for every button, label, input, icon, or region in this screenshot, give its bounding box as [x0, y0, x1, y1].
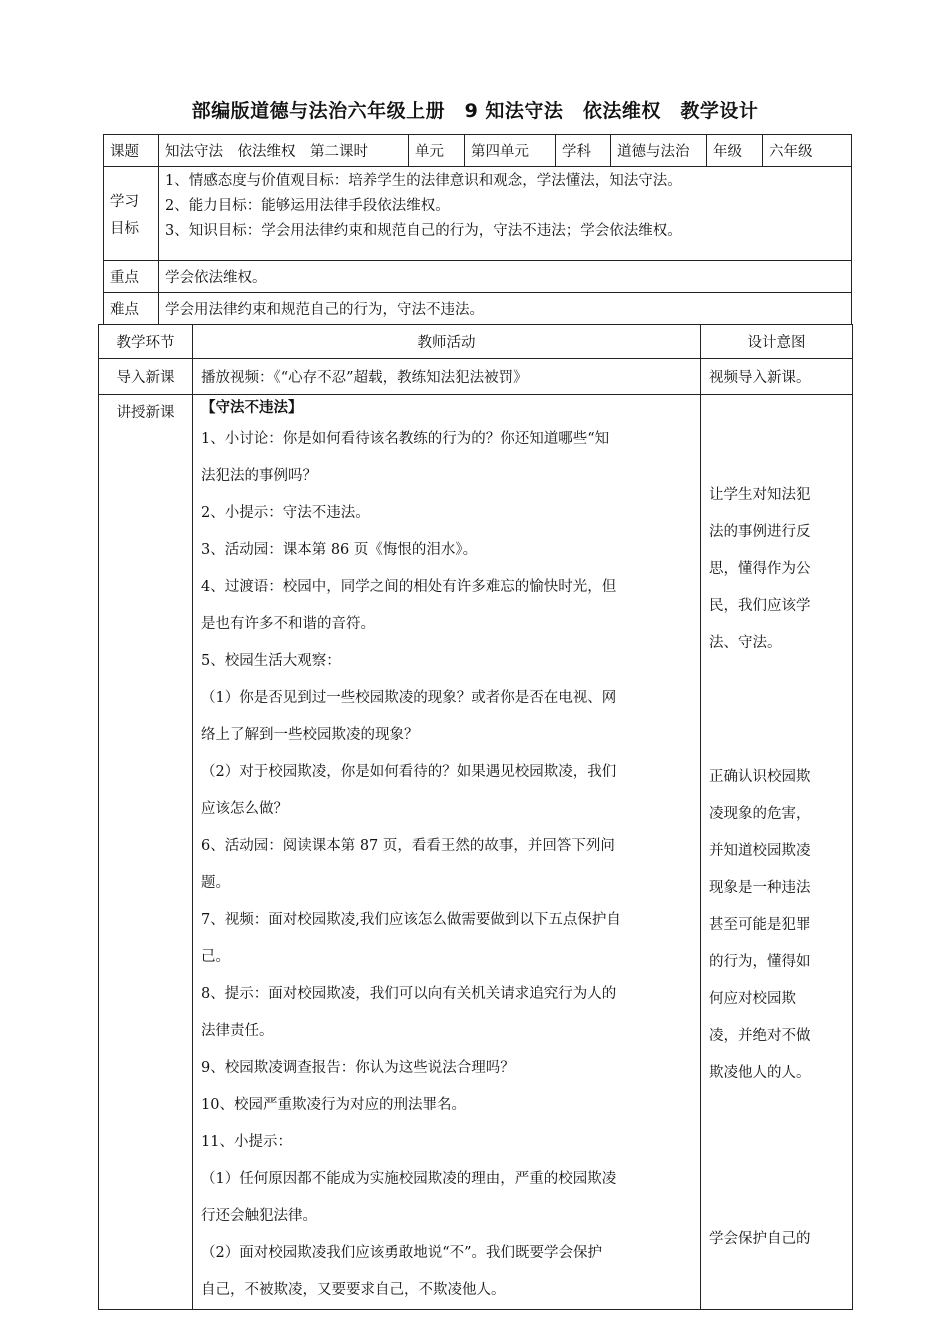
- lecture-line: 6、活动园：阅读课本第 87 页，看看王然的故事，并回答下列问: [201, 838, 615, 854]
- intent-block-3: 学会保护自己的: [709, 1231, 811, 1247]
- lecture-line: 10、校园严重欺凌行为对应的刑法罪名。: [201, 1097, 466, 1113]
- key-point-row: [104, 261, 852, 293]
- teacher-column-header: 教师活动: [193, 325, 701, 359]
- lecture-line: 3、活动园：课本第 86 页《悔恨的泪水》。: [201, 542, 478, 558]
- lecture-line: 题。: [201, 875, 230, 891]
- intent-line: 甚至可能是犯罪: [709, 917, 811, 933]
- goal-item: 1、情感态度与价值观目标：培养学生的法律意识和观念，学法懂法，知法守法。: [165, 173, 682, 189]
- lecture-line: 己。: [201, 949, 230, 965]
- intro-activity: 播放视频：《“心存不忍”超载，教练知法犯法被罚》: [193, 359, 701, 395]
- intro-intent: 视频导入新课。: [701, 359, 853, 395]
- intent-column-header: 设计意图: [701, 325, 853, 359]
- unit-value: 第四单元: [465, 135, 556, 167]
- grade-label: 年级: [707, 135, 763, 167]
- intent-line: 现象是一种违法: [709, 880, 811, 896]
- lecture-line: 络上了解到一些校园欺凌的现象？: [201, 727, 419, 743]
- lecture-line: 是也有许多不和谐的音符。: [201, 616, 375, 632]
- lecture-line: 9、校园欺凌调查报告：你认为这些说法合理吗？: [201, 1060, 515, 1076]
- lecture-heading: 【守法不违法】: [201, 400, 303, 416]
- lecture-line: 应该怎么做？: [201, 801, 288, 817]
- intent-line: 法的事例进行反: [709, 524, 811, 540]
- goals-label: [104, 167, 159, 261]
- lecture-line: （1）任何原因都不能成为实施校园欺凌的理由，严重的校园欺凌: [201, 1171, 617, 1187]
- intent-line: 并知道校园欺凌: [709, 843, 811, 859]
- difficulty-row: [104, 293, 852, 325]
- lecture-lines: [201, 421, 700, 1309]
- intent-line: 民，我们应该学: [709, 598, 811, 614]
- page-title: 部编版道德与法治六年级上册 9 知法守法 依法维权 教学设计: [191, 100, 759, 122]
- lecture-line: 4、过渡语：校园中，同学之间的相处有许多难忘的愉快时光，但: [201, 579, 617, 595]
- unit-label: 单元: [409, 135, 465, 167]
- lecture-line: 自己，不被欺凌，又要要求自己，不欺凌他人。: [201, 1282, 506, 1298]
- intent-line: 让学生对知法犯: [709, 487, 811, 503]
- lecture-row: [99, 395, 853, 1310]
- lecture-line: 行还会触犯法律。: [201, 1208, 317, 1224]
- goals-label-line1: 学习: [110, 193, 139, 210]
- grade-value: 六年级: [763, 135, 852, 167]
- lecture-phase: 讲授新课: [99, 395, 193, 1310]
- intent-block-1: [701, 477, 815, 662]
- intent-line: 欺凌他人的人。: [709, 1065, 811, 1081]
- intro-phase: 导入新课: [99, 359, 193, 395]
- key-point-value: 学会依法维权。: [159, 261, 852, 293]
- lecture-line: （2）对于校园欺凌，你是如何看待的？如果遇见校园欺凌，我们: [201, 764, 617, 780]
- topic-label: 课题: [104, 135, 159, 167]
- difficulty-label: 难点: [104, 293, 159, 325]
- goal-item: 3、知识目标：学会用法律约束和规范自己的行为，守法不违法；学会依法维权。: [165, 223, 682, 239]
- key-point-label: 重点: [104, 261, 159, 293]
- header-row: [104, 135, 852, 167]
- lecture-line: 法犯法的事例吗？: [201, 468, 317, 484]
- lecture-line: 1、小讨论：你是如何看待该名教练的行为的？你还知道哪些“知: [201, 431, 610, 447]
- intent-line: 凌，并绝对不做: [709, 1028, 811, 1044]
- intent-line: 的行为，懂得如: [709, 954, 811, 970]
- subject-value: 道德与法治: [611, 135, 707, 167]
- intent-block-2: [701, 759, 815, 1092]
- lecture-line: 5、校园生活大观察：: [201, 653, 341, 669]
- topic-value: 知法守法 依法维权 第二课时: [159, 135, 409, 167]
- difficulty-value: 学会用法律约束和规范自己的行为，守法不违法。: [159, 293, 852, 325]
- lecture-line: 法律责任。: [201, 1023, 274, 1039]
- lecture-line: 7、视频：面对校园欺凌,我们应该怎么做需要做到以下五点保护自: [201, 912, 621, 928]
- lecture-line: 2、小提示：守法不违法。: [201, 505, 370, 521]
- intent-line: 何应对校园欺: [709, 991, 796, 1007]
- lecture-activity: [193, 395, 701, 1310]
- intent-line: 思，懂得作为公: [709, 561, 811, 577]
- goal-item: 2、能力目标：能够运用法律手段依法维权。: [165, 198, 450, 214]
- intent-line: 法、守法。: [709, 635, 782, 651]
- subject-label: 学科: [556, 135, 611, 167]
- lecture-line: （1）你是否见到过一些校园欺凌的现象？或者你是否在电视、网: [201, 690, 617, 706]
- intent-line: 正确认识校园欺: [709, 769, 811, 785]
- lecture-line: 11、小提示：: [201, 1134, 292, 1150]
- goals-row: [104, 167, 852, 261]
- lecture-intent: [701, 395, 853, 1310]
- column-header-row: [99, 325, 853, 359]
- lesson-info-table: [103, 134, 852, 325]
- phase-column-header: 教学环节: [99, 325, 193, 359]
- lecture-line: 8、提示：面对校园欺凌，我们可以向有关机关请求追究行为人的: [201, 986, 617, 1002]
- goals-content: [159, 167, 852, 261]
- intent-line: 凌现象的危害，: [709, 806, 811, 822]
- goals-label-line2: 目标: [110, 220, 139, 237]
- intro-row: [99, 359, 853, 395]
- teaching-process-table: [98, 324, 853, 1310]
- lecture-line: （2）面对校园欺凌我们应该勇敢地说“不”。我们既要学会保护: [201, 1245, 603, 1261]
